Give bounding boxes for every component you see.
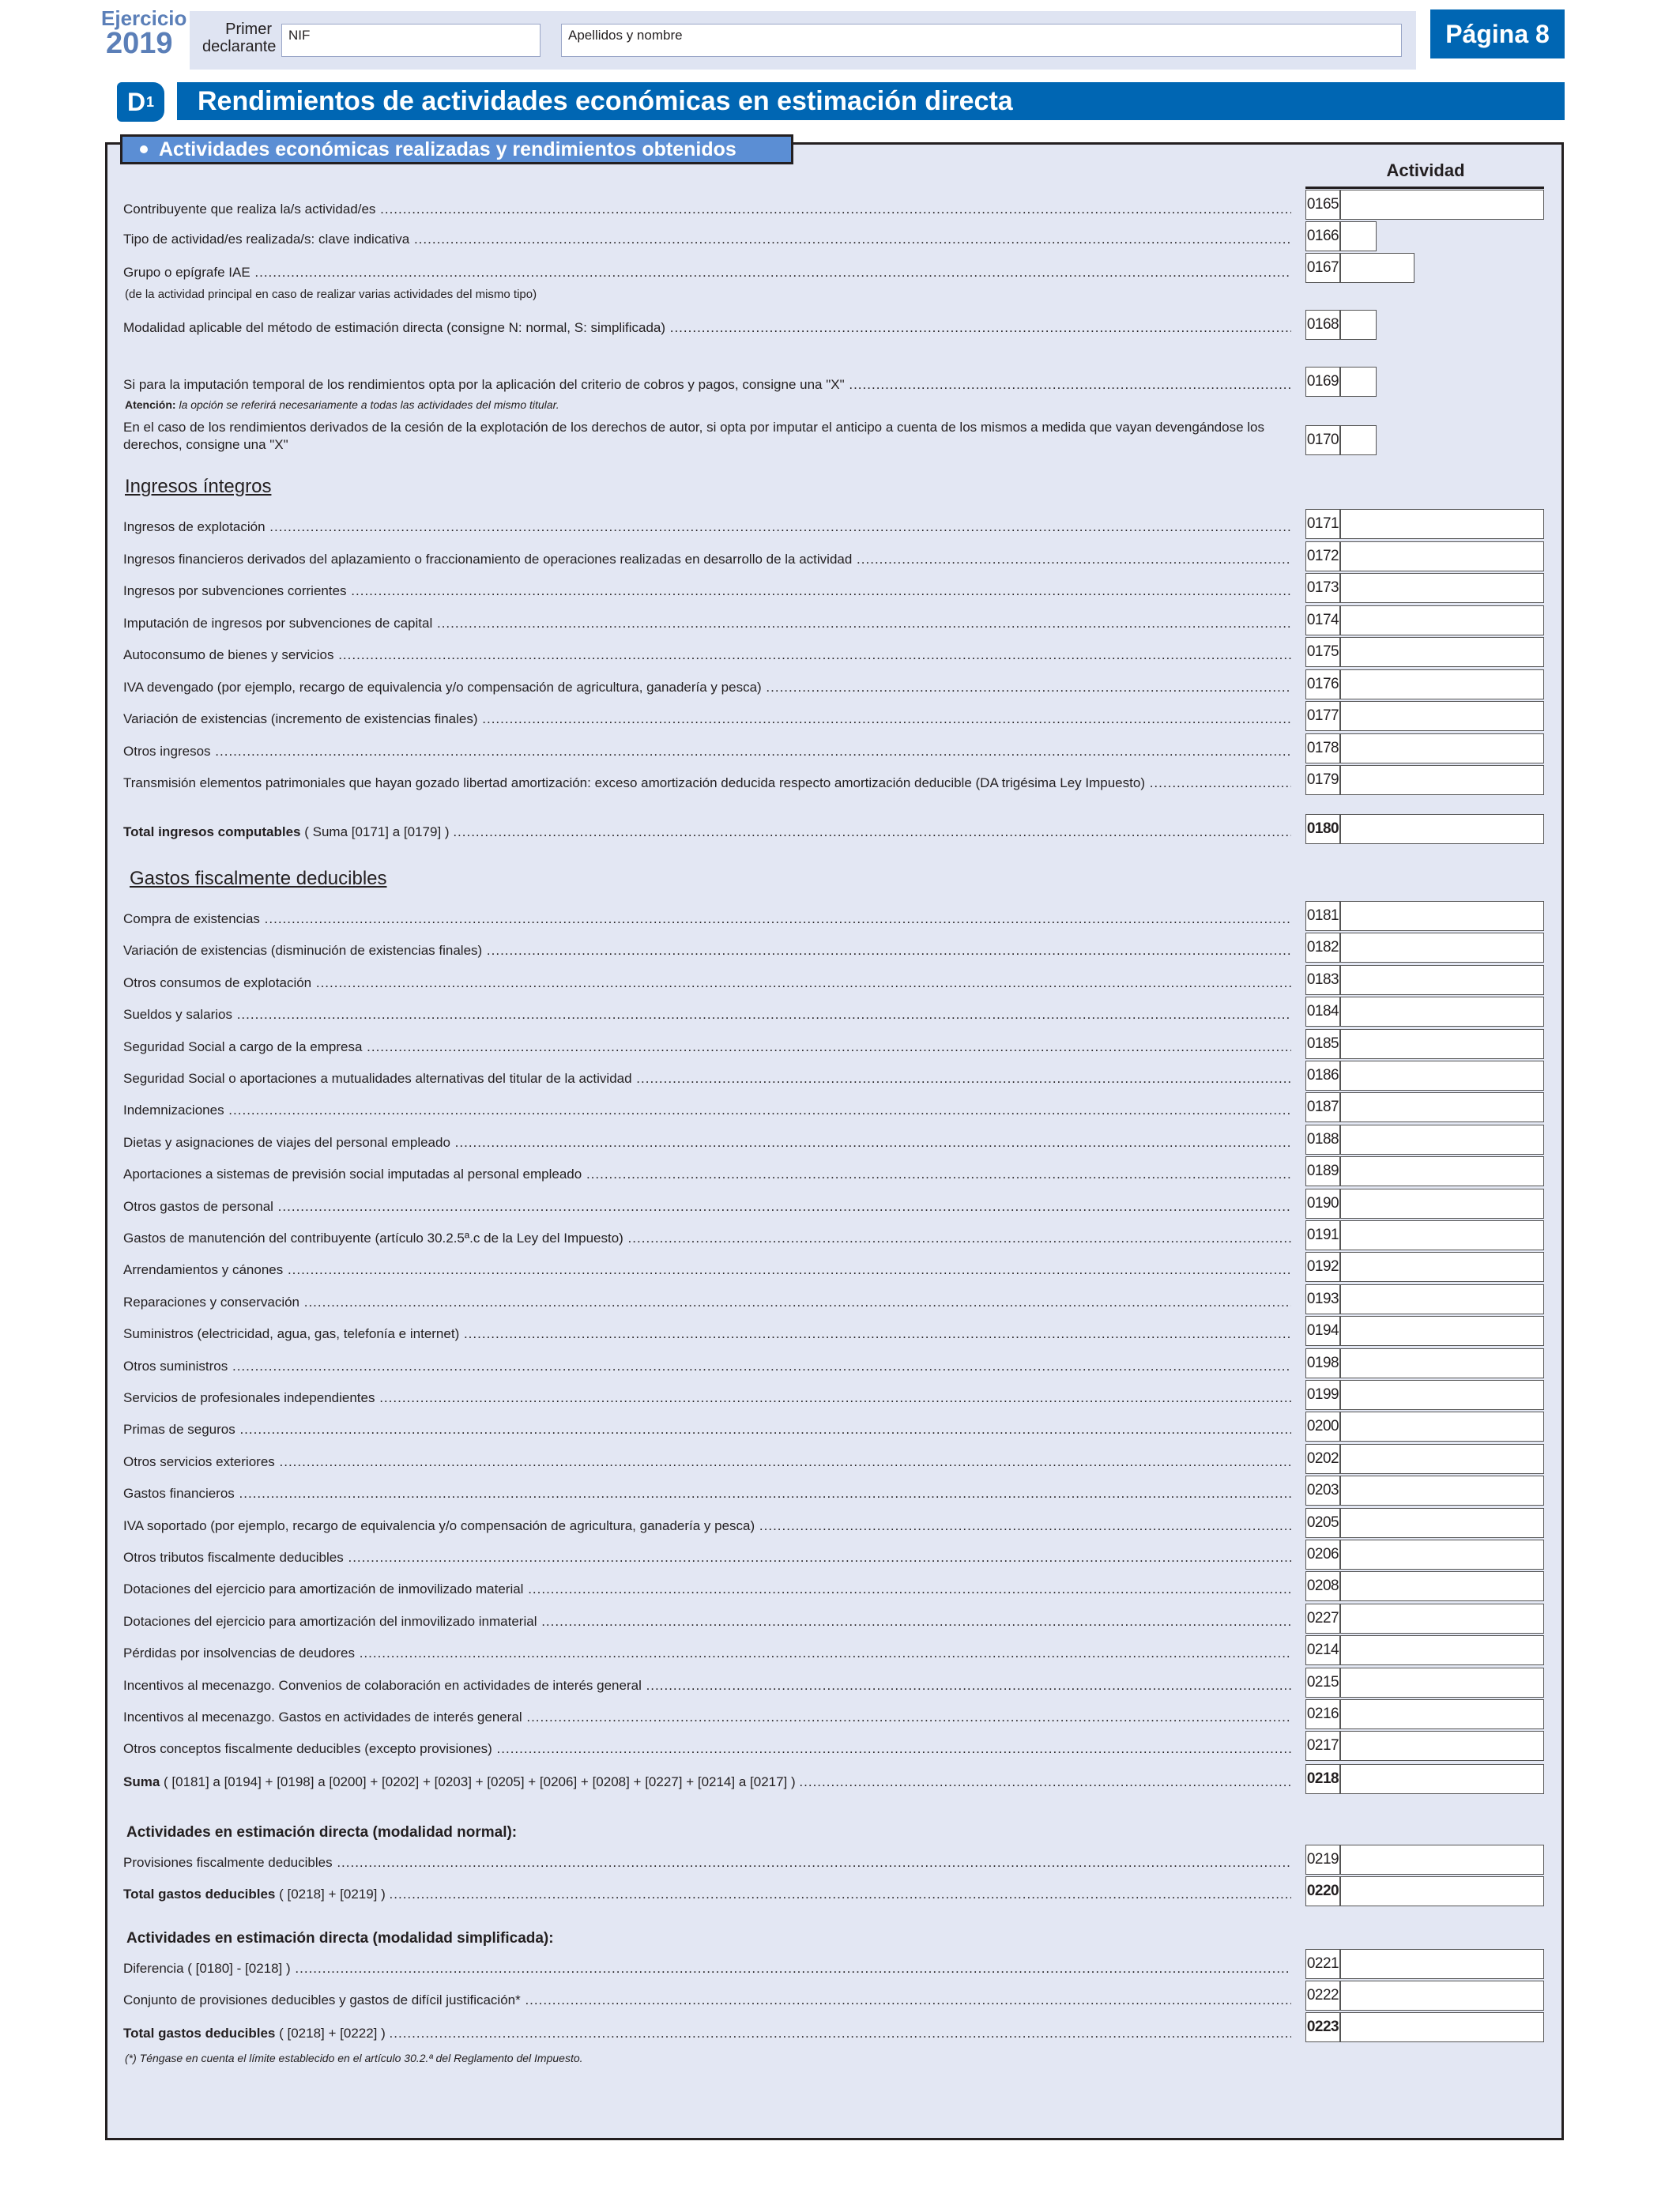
row-label-0171: Ingresos de explotación ..... <box>123 518 1291 536</box>
row-label-0218 <box>123 1774 1291 1791</box>
row-label-0206: Otros tributos fiscalmente deducibles ..... <box>123 1549 1291 1566</box>
row-label-0220 <box>123 1886 1291 1903</box>
box-code-0182: 0182 <box>1305 933 1340 963</box>
apellidos-label: Apellidos y nombre <box>568 28 683 43</box>
page-number-badge: Página 8 <box>1430 9 1565 58</box>
gastos-heading: Gastos fiscalmente deducibles <box>130 868 387 889</box>
subsection-tab-label: Actividades económicas realizadas y rendimientos obtenidos <box>159 138 736 160</box>
nif-field[interactable] <box>281 24 541 57</box>
input-0172[interactable] <box>1340 541 1544 571</box>
box-code-0179: 0179 <box>1305 765 1340 795</box>
box-code-0168: 0168 <box>1305 310 1340 340</box>
row-label-0199: Servicios de profesionales independientes ..... <box>123 1389 1291 1407</box>
input-0202[interactable] <box>1340 1444 1544 1474</box>
row-label-0200: Primas de seguros ..... <box>123 1421 1291 1438</box>
row-label-0189: Aportaciones a sistemas de previsión social imputadas al personal empleado ..... <box>123 1166 1291 1183</box>
box-code-0172: 0172 <box>1305 541 1340 571</box>
row-label-0227: Dotaciones del ejercicio para amortización del inmovilizado inmaterial ..... <box>123 1613 1291 1630</box>
box-code-0222: 0222 <box>1305 1981 1340 2011</box>
row-label-0222: Conjunto de provisiones deducibles y gastos de difícil justificación* ..... <box>123 1992 1291 2009</box>
section-title: Rendimientos de actividades económicas en estimación directa <box>177 82 1565 120</box>
box-code-0184: 0184 <box>1305 997 1340 1027</box>
row-label-0217: Otros conceptos fiscalmente deducibles (excepto provisiones) ..... <box>123 1740 1291 1758</box>
box-code-0218: 0218 <box>1305 1764 1340 1794</box>
box-code-0219: 0219 <box>1305 1845 1340 1875</box>
input-0183[interactable] <box>1340 965 1544 995</box>
subsection-tab <box>120 134 793 164</box>
note-0169-italic: la opción se referirá necesariamente a todas las actividades del mismo titular. <box>175 398 559 411</box>
row-label-0194: Suministros (electricidad, agua, gas, telefonía e internet) ..... <box>123 1325 1291 1343</box>
row-label-0184: Sueldos y salarios ..... <box>123 1006 1291 1023</box>
input-0174[interactable] <box>1340 605 1544 635</box>
row-label-0203: Gastos financieros ..... <box>123 1485 1291 1502</box>
input-0178[interactable] <box>1340 733 1544 763</box>
input-0176[interactable] <box>1340 669 1544 699</box>
box-code-0194: 0194 <box>1305 1316 1340 1346</box>
box-code-0178: 0178 <box>1305 733 1340 763</box>
input-0216[interactable] <box>1340 1699 1544 1729</box>
input-0206[interactable] <box>1340 1540 1544 1570</box>
box-code-0198: 0198 <box>1305 1348 1340 1378</box>
row-label-0205: IVA soportado (por ejemplo, recargo de equivalencia y/o compensación de agricultura, ganadería y pesca) ..... <box>123 1517 1291 1535</box>
input-0179[interactable] <box>1340 765 1544 795</box>
total-simplificada-bold: Total gastos deducibles <box>123 2026 276 2041</box>
input-0217[interactable] <box>1340 1731 1544 1761</box>
box-code-0185: 0185 <box>1305 1029 1340 1059</box>
row-label-0174: Imputación de ingresos por subvenciones de capital ..... <box>123 615 1291 632</box>
row-label-0165: Contribuyente que realiza la/s actividad/es ..... <box>123 201 1291 218</box>
input-0219[interactable] <box>1340 1845 1544 1875</box>
total-ingresos-bold: Total ingresos computables <box>123 824 301 839</box>
box-code-0220: 0220 <box>1305 1876 1340 1906</box>
row-label-0167: Grupo o epígrafe IAE ..... <box>123 264 1291 281</box>
box-code-0193: 0193 <box>1305 1284 1340 1314</box>
input-0200[interactable] <box>1340 1412 1544 1442</box>
input-0186[interactable] <box>1340 1061 1544 1091</box>
box-code-0216: 0216 <box>1305 1699 1340 1729</box>
box-code-0208: 0208 <box>1305 1571 1340 1601</box>
total-ingresos-rest: ( Suma [0171] a [0179] ) <box>300 824 450 839</box>
note-0169-bold: Atención: <box>125 398 176 411</box>
row-label-0182: Variación de existencias (disminución de existencias finales) ..... <box>123 942 1291 959</box>
row-label-0214: Pérdidas por insolvencias de deudores ..... <box>123 1645 1291 1662</box>
column-header-rule <box>1305 187 1544 189</box>
box-code-0221: 0221 <box>1305 1949 1340 1979</box>
section-badge-letter: D <box>126 87 146 116</box>
section-badge-sub: 1 <box>146 93 155 110</box>
total-simplificada-rest: ( [0218] + [0222] ) <box>275 2026 386 2041</box>
row-label-0190: Otros gastos de personal ..... <box>123 1198 1291 1216</box>
input-0177[interactable] <box>1340 701 1544 731</box>
box-code-0165: 0165 <box>1305 190 1340 220</box>
input-0170[interactable] <box>1340 425 1377 455</box>
input-0189[interactable] <box>1340 1156 1544 1186</box>
box-code-0176: 0176 <box>1305 669 1340 699</box>
box-code-0180: 0180 <box>1305 814 1340 844</box>
row-label-0186: Seguridad Social o aportaciones a mutualidades alternativas del titular de la actividad ..... <box>123 1070 1291 1088</box>
box-code-0186: 0186 <box>1305 1061 1340 1091</box>
row-label-0169: Si para la imputación temporal de los rendimientos opta por la aplicación del criterio de cobros y pagos, consigne una "X" ..... <box>123 376 1291 394</box>
column-header-actividad: Actividad <box>1386 160 1465 180</box>
box-code-0206: 0206 <box>1305 1540 1340 1570</box>
input-0180[interactable] <box>1340 814 1544 844</box>
input-0182[interactable] <box>1340 933 1544 963</box>
nif-label: NIF <box>288 28 311 43</box>
input-0199[interactable] <box>1340 1380 1544 1410</box>
input-0203[interactable] <box>1340 1476 1544 1506</box>
row-label-0172: Ingresos financieros derivados del aplazamiento o fraccionamiento de operaciones realizadas en desarrollo de la actividad ..... <box>123 551 1291 568</box>
box-code-0170: 0170 <box>1305 425 1340 455</box>
input-0169[interactable] <box>1340 367 1377 397</box>
input-0184[interactable] <box>1340 997 1544 1027</box>
row-label-0216: Incentivos al mecenazgo. Gastos en actividades de interés general ..... <box>123 1709 1291 1726</box>
box-code-0183: 0183 <box>1305 965 1340 995</box>
row-label-0223 <box>123 2025 1291 2042</box>
input-0218[interactable] <box>1340 1764 1544 1794</box>
box-code-0174: 0174 <box>1305 605 1340 635</box>
row-label-0181: Compra de existencias ..... <box>123 910 1291 928</box>
normal-heading: Actividades en estimación directa (modalidad normal): <box>126 1824 518 1841</box>
box-code-0175: 0175 <box>1305 637 1340 667</box>
row-label-0178: Otros ingresos ..... <box>123 743 1291 760</box>
input-0191[interactable] <box>1340 1220 1544 1250</box>
row-label-0180 <box>123 824 1291 841</box>
row-label-0219: Provisiones fiscalmente deducibles ..... <box>123 1854 1291 1872</box>
input-0223[interactable] <box>1340 2012 1544 2042</box>
simplificada-heading: Actividades en estimación directa (modalidad simplificada): <box>126 1930 554 1947</box>
row-label-0179: Transmisión elementos patrimoniales que hayan gozado libertad amortización: exceso amortización deducida respecto amortización deducible (DA trigésima Ley Impuesto) ..... <box>123 775 1291 792</box>
input-0221[interactable] <box>1340 1949 1544 1979</box>
input-0214[interactable] <box>1340 1635 1544 1665</box>
note-0169 <box>125 398 559 411</box>
box-code-0188: 0188 <box>1305 1125 1340 1155</box>
box-code-0166: 0166 <box>1305 221 1340 251</box>
box-code-0205: 0205 <box>1305 1508 1340 1538</box>
row-label-0183: Otros consumos de explotación ..... <box>123 974 1291 992</box>
box-code-0214: 0214 <box>1305 1635 1340 1665</box>
box-code-0227: 0227 <box>1305 1604 1340 1634</box>
row-label-0208: Dotaciones del ejercicio para amortización de inmovilizado material ..... <box>123 1581 1291 1598</box>
suma-bold: Suma <box>123 1774 160 1789</box>
input-0227[interactable] <box>1340 1604 1544 1634</box>
note-0167: (de la actividad principal en caso de realizar varias actividades del mismo tipo) <box>125 288 537 301</box>
ejercicio-label: Ejercicio <box>101 6 187 30</box>
ingresos-heading: Ingresos íntegros <box>125 476 272 497</box>
row-label-0192: Arrendamientos y cánones ..... <box>123 1261 1291 1279</box>
box-code-0223: 0223 <box>1305 2012 1340 2042</box>
box-code-0171: 0171 <box>1305 509 1340 539</box>
input-0220[interactable] <box>1340 1876 1544 1906</box>
input-0175[interactable] <box>1340 637 1544 667</box>
box-code-0203: 0203 <box>1305 1476 1340 1506</box>
box-code-0177: 0177 <box>1305 701 1340 731</box>
box-code-0173: 0173 <box>1305 573 1340 603</box>
input-0222[interactable] <box>1340 1981 1544 2011</box>
row-label-0166: Tipo de actividad/es realizada/s: clave indicativa ..... <box>123 231 1291 248</box>
input-0165[interactable] <box>1340 190 1544 220</box>
input-0167[interactable] <box>1340 253 1414 283</box>
input-0181[interactable] <box>1340 901 1544 931</box>
box-code-0202: 0202 <box>1305 1444 1340 1474</box>
input-0185[interactable] <box>1340 1029 1544 1059</box>
row-label-0193: Reparaciones y conservación ..... <box>123 1294 1291 1311</box>
input-0190[interactable] <box>1340 1189 1544 1219</box>
box-code-0217: 0217 <box>1305 1731 1340 1761</box>
input-0198[interactable] <box>1340 1348 1544 1378</box>
row-label-0188: Dietas y asignaciones de viajes del personal empleado ..... <box>123 1134 1291 1152</box>
footnote: (*) Téngase en cuenta el límite establecido en el artículo 30.2.ª del Reglamento del Impuesto. <box>125 2052 583 2064</box>
input-0168[interactable] <box>1340 310 1377 340</box>
row-label-0177: Variación de existencias (incremento de existencias finales) ..... <box>123 711 1291 728</box>
row-label-0170: En el caso de los rendimientos derivados de la cesión de la explotación de los derechos de autor, si opta por imputar el anticipo a cuenta de los mismos a medida que vayan devengándose los derechos, consigne una "X" <box>123 420 1264 452</box>
row-label-0176: IVA devengado (por ejemplo, recargo de equivalencia y/o compensación de agricultura, ganadería y pesca) ..... <box>123 679 1291 696</box>
input-0205[interactable] <box>1340 1508 1544 1538</box>
box-code-0189: 0189 <box>1305 1156 1340 1186</box>
input-0215[interactable] <box>1340 1668 1544 1698</box>
suma-rest: ( [0181] a [0194] + [0198] a [0200] + [0202] + [0203] + [0205] + [0206] + [0208] + [0227] + [0214] a [0217] ) <box>160 1774 796 1789</box>
input-0173[interactable] <box>1340 573 1544 603</box>
row-label-0221: Diferencia ( [0180] - [0218] ) ..... <box>123 1960 1291 1977</box>
box-code-0190: 0190 <box>1305 1189 1340 1219</box>
total-normal-rest: ( [0218] + [0219] ) <box>275 1887 386 1902</box>
box-code-0200: 0200 <box>1305 1412 1340 1442</box>
box-code-0192: 0192 <box>1305 1252 1340 1282</box>
input-0194[interactable] <box>1340 1316 1544 1346</box>
box-code-0199: 0199 <box>1305 1380 1340 1410</box>
input-0193[interactable] <box>1340 1284 1544 1314</box>
row-label-0175: Autoconsumo de bienes y servicios ..... <box>123 647 1291 664</box>
row-label-0191: Gastos de manutención del contribuyente (artículo 30.2.5ª.c de la Ley del Impuesto) ..... <box>123 1230 1291 1247</box>
row-label-0185: Seguridad Social a cargo de la empresa ..... <box>123 1039 1291 1056</box>
row-label-0215: Incentivos al mecenazgo. Convenios de colaboración en actividades de interés general ..... <box>123 1677 1291 1695</box>
box-code-0191: 0191 <box>1305 1220 1340 1250</box>
box-code-0167: 0167 <box>1305 253 1340 283</box>
row-label-0173: Ingresos por subvenciones corrientes ..... <box>123 582 1291 600</box>
row-label-0202: Otros servicios exteriores ..... <box>123 1453 1291 1471</box>
input-0192[interactable] <box>1340 1252 1544 1282</box>
ejercicio-year: 2019 <box>106 27 173 60</box>
section-badge <box>117 82 164 122</box>
primer-declarante-label: Primer declarante <box>202 21 277 55</box>
input-0187[interactable] <box>1340 1092 1544 1122</box>
apellidos-field[interactable] <box>561 24 1402 57</box>
box-code-0169: 0169 <box>1305 367 1340 397</box>
total-normal-bold: Total gastos deducibles <box>123 1887 276 1902</box>
input-0171[interactable] <box>1340 509 1544 539</box>
box-code-0181: 0181 <box>1305 901 1340 931</box>
input-0166[interactable] <box>1340 221 1377 251</box>
input-0208[interactable] <box>1340 1571 1544 1601</box>
row-label-0168: Modalidad aplicable del método de estimación directa (consigne N: normal, S: simplificada) ..... <box>123 319 1291 337</box>
box-code-0215: 0215 <box>1305 1668 1340 1698</box>
input-0188[interactable] <box>1340 1125 1544 1155</box>
row-label-0198: Otros suministros ..... <box>123 1358 1291 1375</box>
bullet-icon <box>140 145 148 153</box>
row-label-0187: Indemnizaciones ..... <box>123 1102 1291 1119</box>
box-code-0187: 0187 <box>1305 1092 1340 1122</box>
